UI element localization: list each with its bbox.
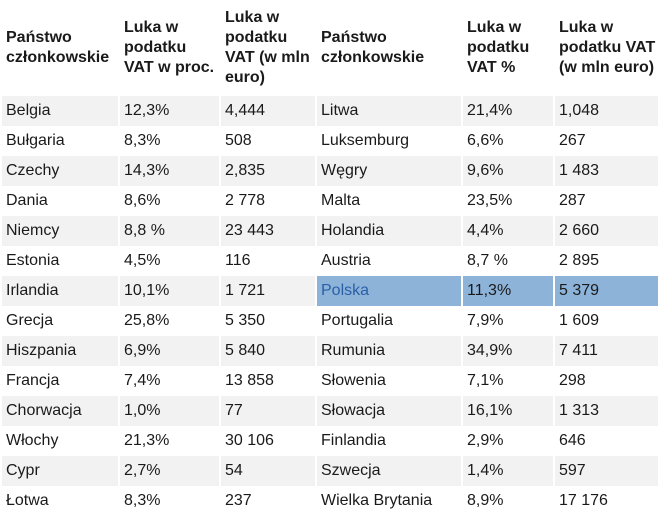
country-cell: Belgia <box>2 96 119 126</box>
gap-percent-cell: 34,9% <box>462 336 554 366</box>
gap-percent-cell: 8,7 % <box>462 246 554 276</box>
gap-million-cell: 5 379 <box>554 276 659 306</box>
table-row <box>2 156 659 186</box>
country-cell: Holandia <box>316 216 462 246</box>
country-cell: Rumunia <box>316 336 462 366</box>
country-cell: Estonia <box>2 246 119 276</box>
gap-million-cell: 30 106 <box>220 426 316 456</box>
gap-million-cell: 2 778 <box>220 186 316 216</box>
gap-percent-cell: 12,3% <box>119 96 220 126</box>
table-row <box>2 246 659 276</box>
country-cell: Malta <box>316 186 462 216</box>
gap-million-cell: 17 176 <box>554 486 659 516</box>
gap-million-cell: 508 <box>220 126 316 156</box>
gap-percent-cell: 1,4% <box>462 456 554 486</box>
country-cell: Słowacja <box>316 396 462 426</box>
country-cell: Czechy <box>2 156 119 186</box>
country-cell: Wielka Brytania <box>316 486 462 516</box>
gap-million-cell: 1 609 <box>554 306 659 336</box>
country-cell: Francja <box>2 366 119 396</box>
country-cell: Portugalia <box>316 306 462 336</box>
gap-million-cell: 5 350 <box>220 306 316 336</box>
header-row <box>2 0 659 96</box>
gap-million-cell: 237 <box>220 486 316 516</box>
country-cell: Niemcy <box>2 216 119 246</box>
country-cell: Włochy <box>2 426 119 456</box>
gap-million-cell: 2 660 <box>554 216 659 246</box>
gap-million-cell: 1 721 <box>220 276 316 306</box>
vat-gap-table <box>2 0 660 516</box>
header-country-2: Państwo członkowskie <box>316 0 462 96</box>
header-country: Państwo członkowskie <box>2 0 119 96</box>
gap-percent-cell: 23,5% <box>462 186 554 216</box>
gap-percent-cell: 2,7% <box>119 456 220 486</box>
gap-million-cell: 597 <box>554 456 659 486</box>
gap-million-cell: 4,444 <box>220 96 316 126</box>
country-cell: Litwa <box>316 96 462 126</box>
header-gap-percent-2: Luka w podatku VAT % <box>462 0 554 96</box>
gap-million-cell: 646 <box>554 426 659 456</box>
country-cell: Hiszpania <box>2 336 119 366</box>
table-header <box>2 0 659 96</box>
table-row <box>2 486 659 516</box>
table-row <box>2 96 659 126</box>
header-gap-million-eur: Luka w podatku VAT (w mln euro) <box>220 0 316 96</box>
gap-million-cell: 2 895 <box>554 246 659 276</box>
gap-percent-cell: 14,3% <box>119 156 220 186</box>
country-cell: Bułgaria <box>2 126 119 156</box>
gap-million-cell: 77 <box>220 396 316 426</box>
country-cell: Polska <box>316 276 462 306</box>
gap-percent-cell: 4,4% <box>462 216 554 246</box>
gap-percent-cell: 11,3% <box>462 276 554 306</box>
gap-percent-cell: 25,8% <box>119 306 220 336</box>
table-row <box>2 336 659 366</box>
gap-percent-cell: 6,9% <box>119 336 220 366</box>
gap-percent-cell: 7,9% <box>462 306 554 336</box>
gap-percent-cell: 6,6% <box>462 126 554 156</box>
gap-percent-cell: 1,0% <box>119 396 220 426</box>
table-body <box>2 96 659 516</box>
country-cell: Irlandia <box>2 276 119 306</box>
gap-percent-cell: 21,4% <box>462 96 554 126</box>
gap-million-cell: 5 840 <box>220 336 316 366</box>
gap-million-cell: 298 <box>554 366 659 396</box>
table-row <box>2 456 659 486</box>
header-gap-percent: Luka w podatku VAT w proc. <box>119 0 220 96</box>
gap-million-cell: 116 <box>220 246 316 276</box>
gap-percent-cell: 16,1% <box>462 396 554 426</box>
gap-percent-cell: 8,8 % <box>119 216 220 246</box>
gap-percent-cell: 2,9% <box>462 426 554 456</box>
country-cell: Cypr <box>2 456 119 486</box>
gap-percent-cell: 10,1% <box>119 276 220 306</box>
country-cell: Grecja <box>2 306 119 336</box>
country-cell: Węgry <box>316 156 462 186</box>
table-row <box>2 186 659 216</box>
gap-million-cell: 54 <box>220 456 316 486</box>
gap-percent-cell: 7,1% <box>462 366 554 396</box>
gap-million-cell: 23 443 <box>220 216 316 246</box>
country-cell: Łotwa <box>2 486 119 516</box>
gap-million-cell: 7 411 <box>554 336 659 366</box>
gap-percent-cell: 21,3% <box>119 426 220 456</box>
table-row <box>2 276 659 306</box>
table-row <box>2 216 659 246</box>
header-gap-million-eur-2: Luka w podatku VAT (w mln euro) <box>554 0 659 96</box>
gap-million-cell: 1 313 <box>554 396 659 426</box>
gap-percent-cell: 8,3% <box>119 126 220 156</box>
country-cell: Słowenia <box>316 366 462 396</box>
gap-percent-cell: 7,4% <box>119 366 220 396</box>
gap-percent-cell: 4,5% <box>119 246 220 276</box>
gap-million-cell: 287 <box>554 186 659 216</box>
country-cell: Szwecja <box>316 456 462 486</box>
gap-million-cell: 267 <box>554 126 659 156</box>
gap-percent-cell: 8,9% <box>462 486 554 516</box>
gap-percent-cell: 8,6% <box>119 186 220 216</box>
gap-million-cell: 13 858 <box>220 366 316 396</box>
table-row <box>2 306 659 336</box>
country-cell: Finlandia <box>316 426 462 456</box>
country-cell: Chorwacja <box>2 396 119 426</box>
gap-million-cell: 1 483 <box>554 156 659 186</box>
table-row <box>2 366 659 396</box>
table-row <box>2 426 659 456</box>
country-cell: Luksemburg <box>316 126 462 156</box>
gap-percent-cell: 9,6% <box>462 156 554 186</box>
country-cell: Dania <box>2 186 119 216</box>
table-row <box>2 396 659 426</box>
table-row <box>2 126 659 156</box>
country-cell: Austria <box>316 246 462 276</box>
gap-million-cell: 2,835 <box>220 156 316 186</box>
gap-percent-cell: 8,3% <box>119 486 220 516</box>
gap-million-cell: 1,048 <box>554 96 659 126</box>
